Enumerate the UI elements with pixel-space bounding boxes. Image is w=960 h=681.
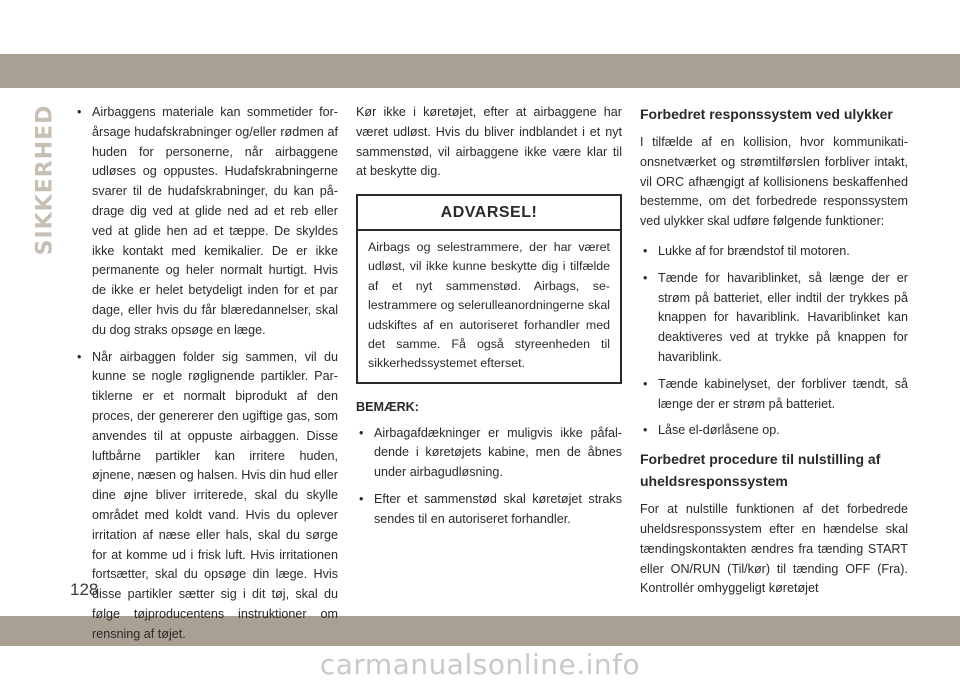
section-side-tab-label: SIKKERHED: [32, 104, 58, 256]
list-item: • Efter et sammenstød skal køretøjet straks sendes til en autoriseret forhandler.: [356, 490, 622, 530]
warning-text: Airbags og selestrammere, der har været udløst, vil ikke kunne beskytte dig i tilfælde af et nyt sammenstød. Airbags, selestrammere og selerulleanordningerne skal udskiftes af en autoriseret forhandler med det samme. Få også styreenheden til sikkerhedssystemet efterset.: [368, 239, 610, 371]
warning-box: [356, 194, 622, 384]
list-item: • Låse el-dørlåsene op.: [640, 421, 908, 441]
warning-title: ADVARSEL!: [358, 196, 620, 231]
list-item: • Tænde for havariblinket, så længe der er strøm på batteriet, eller indtil der trykkes på knappen for havariblink. Havariblinket kan deaktiveres ved at trykke på knappen for havariblink.: [640, 269, 908, 368]
note-bullet-list: [356, 424, 622, 530]
note-label: BEMÆRK:: [356, 399, 419, 414]
intro-paragraph: Kør ikke i køretøjet, efter at airbaggene har været udløst. Hvis du bliver indblandet i et nyt sammenstød, vil airbaggene ikke være klar til at beskytte dig.: [356, 105, 622, 179]
list-item: • Tænde kabinelyset, der forbliver tændt, så længe der er strøm på batteriet.: [640, 375, 908, 415]
column-2: [356, 103, 622, 537]
top-band: [0, 54, 960, 88]
list-item: • Lukke af for brændstof til motoren.: [640, 242, 908, 262]
paragraph: For at nulstille funktionen af det forbedrede uheldsresponssystem efter en hændelse skal tændingskontakten ændres fra tænding START eller ON/RUN (Til/kør) til tænding OFF (Fra). Kontrollér omhyggeligt køretøjet: [640, 502, 908, 596]
list-item: • Når airbaggen folder sig sammen, vil du kunne se nogle røglignende partikler. Partiklerne er et normalt biprodukt af den proces, der genererer den ugiftige gas, som anvendes til at oppuste airbaggen. Disse luftbårne partikler kan irritere huden, øjnene, næsen og halsen. Hvis din hud eller dine øjne bliver irriterede, skal du skylle området med koldt vand. Hvis du oplever irritation af næse eller hals, skal du sørge for at komme ud i frisk luft. Hvis irritationen fortsætter, skal du opsøge din læge. Hvis disse partikler sætter sig i dit tøj, skal du følge tøjproducentens instruktioner om rensning af tøjet.: [74, 348, 338, 645]
watermark: carmanualsonline.info: [319, 648, 641, 681]
section-side-tab: [28, 105, 62, 255]
list-item: • Airbaggens materiale kan sommetider forårsage hudafskrabninger og/eller rødmen af huden for personerne, når airbaggene udløses og oppustes. Hudafskrabningerne svarer til de hudafskrabninger, du kan pådrage dig ved at glide ned ad et reb eller ved at glide hen ad et tæppe. De skyldes ikke kontakt med kemikalier. De er ikke permanente og heler normalt hurtigt. Hvis de ikke er helet betydeligt inden for et par dage, eller hvis du får blæredannelser, skal du dog straks opsøge en læge.: [74, 103, 338, 341]
section-heading: Forbedret procedure til nulstilling af uheldsresponssystem: [640, 451, 881, 490]
column-3: [640, 103, 908, 609]
list-item: • Airbagafdækninger er muligvis ikke påfaldende i køretøjets kabine, men de åbnes under airbagudløsning.: [356, 424, 622, 483]
page-number: 128: [70, 580, 99, 599]
airbag-bullet-list: [74, 103, 338, 645]
section-heading: Forbedret responssystem ved ulykker: [640, 106, 893, 122]
paragraph: I tilfælde af en kollision, hvor kommunikationsnetværket og strømtilførslen forbliver intakt, vil ORC afhængigt af kollisionens beskaffenhed bestemme, om det forbedrede responssystem ved ulykker skal udføre følgende funktioner:: [640, 135, 908, 229]
column-1: [74, 103, 338, 652]
function-bullet-list: [640, 242, 908, 441]
